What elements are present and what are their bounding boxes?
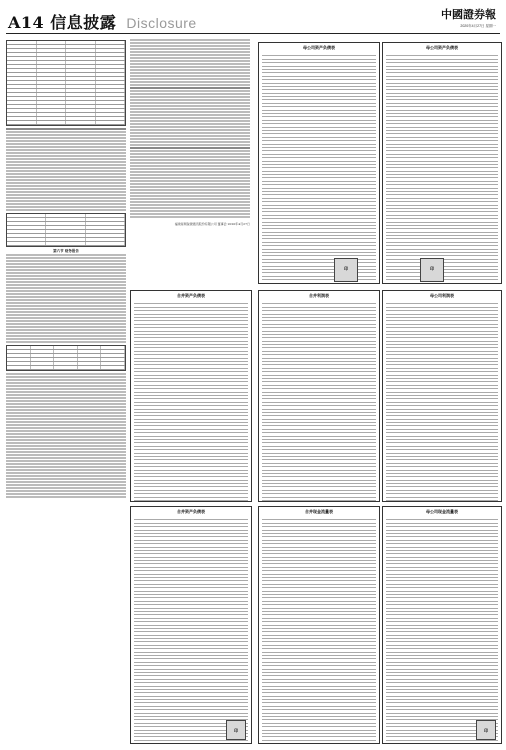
panel-title: 母公司现金流量表 (426, 509, 458, 514)
left-text-column (6, 38, 126, 738)
statement-panel-8 (382, 506, 502, 744)
company-seal: 印 (476, 720, 496, 740)
summary-table (6, 40, 126, 126)
data-table-2 (6, 213, 126, 247)
text-block-1 (6, 128, 126, 211)
text-block-3 (6, 373, 126, 498)
statement-grid (262, 517, 376, 744)
issue-date: 2020年4月27日 星期一 (460, 24, 496, 28)
statement-grid (386, 53, 498, 284)
statement-grid (134, 301, 248, 502)
section-heading: 第六节 财务报告 (53, 249, 79, 253)
header-rule (6, 33, 500, 34)
statement-grid (262, 301, 376, 502)
panel-title: 合并资产负债表 (177, 509, 205, 514)
panel-title: 合并利润表 (309, 293, 329, 298)
statement-panel-3 (130, 290, 252, 502)
statement-panel-2 (382, 42, 502, 284)
section-title-en: Disclosure (126, 15, 197, 31)
statement-grid (386, 301, 498, 502)
section-title: 信息披露 (50, 13, 117, 32)
statement-panel-5 (382, 290, 502, 502)
panel-title: 母公司资产负债表 (303, 45, 335, 50)
company-seal: 印 (420, 258, 444, 282)
signature: 福建星网锐捷通讯股份有限公司 董事会 2020年4月27日 (174, 222, 250, 226)
panel-title: 合并资产负债表 (177, 293, 205, 298)
text-block-2 (6, 254, 126, 343)
statement-panel-6 (130, 506, 252, 744)
data-table-3 (6, 345, 126, 371)
page-header-title (8, 10, 197, 33)
statement-grid (386, 517, 498, 744)
statement-panel-1 (258, 42, 380, 284)
statement-grid (134, 517, 248, 744)
company-seal: 印 (226, 720, 246, 740)
panel-title: 合并现金流量表 (305, 509, 333, 514)
masthead (0, 0, 506, 34)
middle-text-column (130, 38, 250, 288)
statement-panel-4 (258, 290, 380, 502)
newspaper-logo: 中國證券報 (441, 8, 496, 21)
page-number: A14 (8, 13, 45, 32)
statement-grid (262, 53, 376, 284)
statement-panel-7 (258, 506, 380, 744)
panel-title: 母公司利润表 (430, 293, 454, 298)
panel-title: 母公司资产负债表 (426, 45, 458, 50)
company-seal: 印 (334, 258, 358, 282)
